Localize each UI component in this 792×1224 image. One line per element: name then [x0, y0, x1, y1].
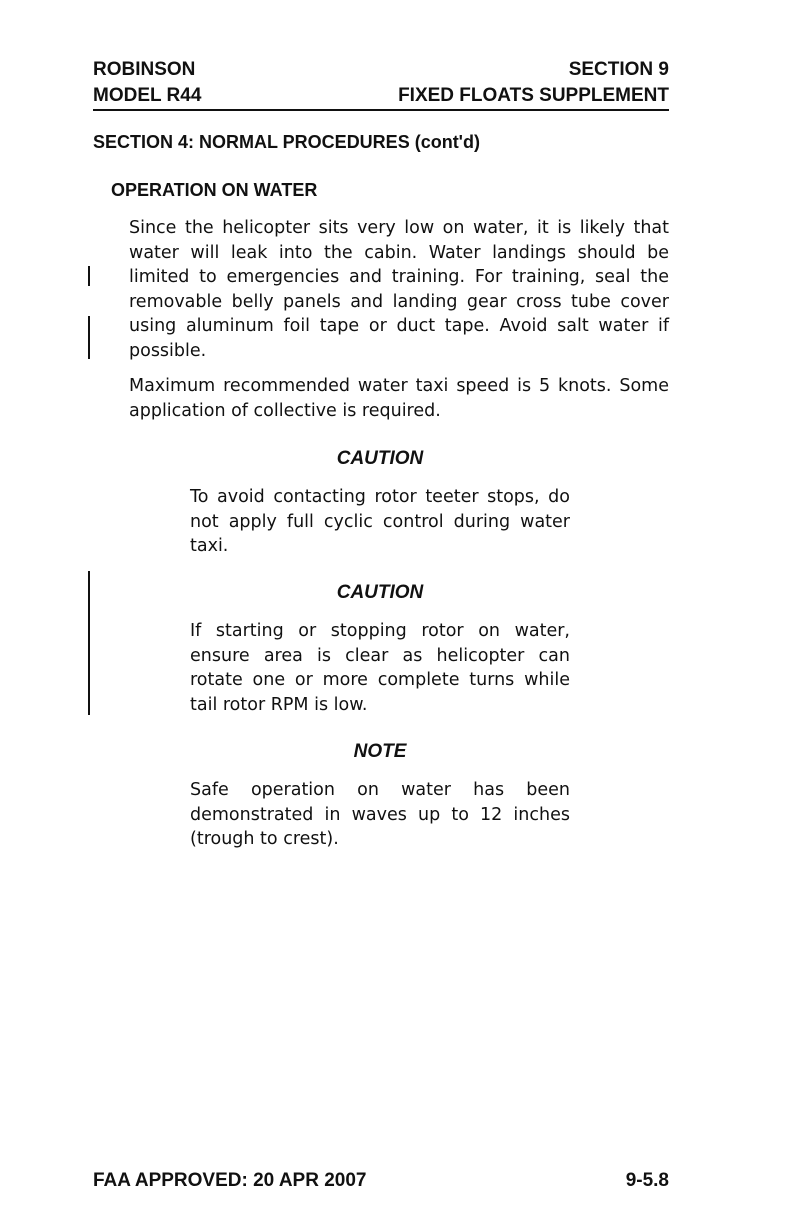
header-manufacturer: ROBINSON: [93, 59, 196, 80]
page-footer: [93, 1169, 669, 1193]
note-title: NOTE: [353, 741, 407, 762]
header-model: MODEL R44: [93, 85, 202, 106]
header-rule: [93, 109, 669, 111]
header-section: SECTION 9: [568, 59, 669, 80]
caution-text: If starting or stopping rotor on water, ensure area is clear as helicopter can rotate one or more complete turns while tail rotor RPM is low.: [190, 621, 570, 715]
caution-block-rotor-rotation: [190, 581, 570, 717]
change-bar: [88, 571, 90, 715]
change-bar: [88, 266, 90, 286]
caution-title: CAUTION: [336, 582, 424, 603]
caution-text: To avoid contacting rotor teeter stops, do not apply full cyclic control during water taxi.: [190, 487, 570, 556]
header-supplement: FIXED FLOATS SUPPLEMENT: [398, 85, 669, 106]
paragraph-water-leak: Since the helicopter sits very low on water, it is likely that water will leak into the cabin. Water landings should be limited to emergencies and training. For training, seal the removable belly panels and landing gear cross tube cover using aluminum foil tape or duct tape. Avoid salt water if possible.: [129, 218, 669, 361]
note-text: Safe operation on water has been demonstrated in waves up to 12 inches (trough to crest).: [190, 780, 570, 849]
note-block-waves: [190, 740, 570, 852]
page-number: 9-5.8: [625, 1170, 669, 1191]
section-title: SECTION 4: NORMAL PROCEDURES (cont'd): [93, 132, 480, 152]
subsection-title: OPERATION ON WATER: [111, 180, 318, 200]
change-bar: [88, 316, 90, 359]
paragraph-water-taxi-speed: Maximum recommended water taxi speed is 5 knots. Some application of collective is required.: [129, 376, 669, 421]
page-header: [93, 57, 669, 109]
faa-approval-date: FAA APPROVED: 20 APR 2007: [93, 1170, 367, 1191]
caution-title: CAUTION: [336, 448, 424, 469]
caution-block-teeter-stops: [190, 447, 570, 559]
